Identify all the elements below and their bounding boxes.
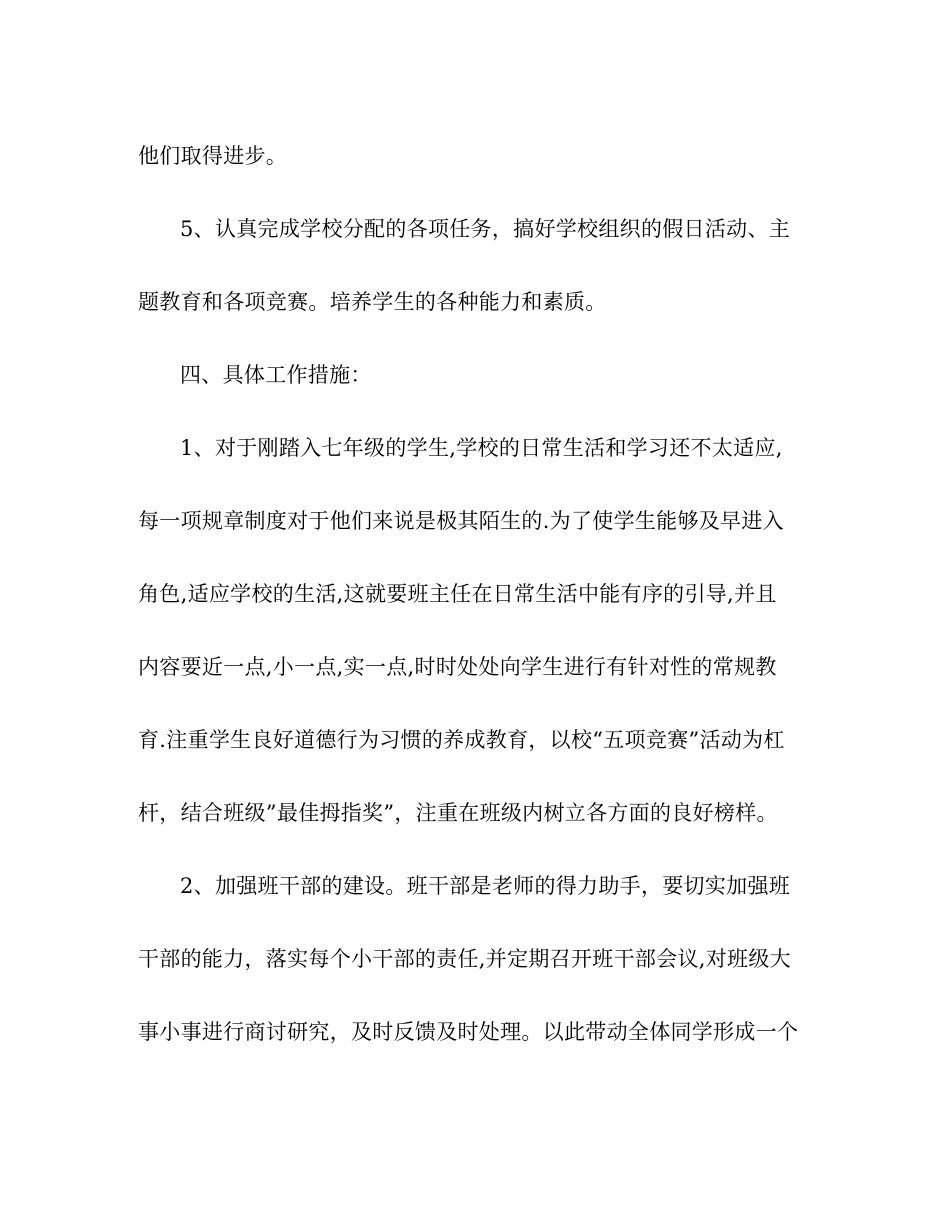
text-line: 干部的能力，落实每个小干部的责任,并定期召开班干部会议,对班级大 (138, 947, 791, 971)
text-line: 他们取得进步。 (138, 144, 288, 168)
section-heading: 四、具体工作措施： (180, 363, 372, 387)
text-line: 事小事进行商讨研究，及时反馈及时处理。以此带动全体同学形成一个 (138, 1020, 799, 1044)
text-line: 育.注重学生良好道德行为习惯的养成教育，以校“五项竞赛”活动为杠 (138, 728, 785, 752)
text-line: 杆，结合班级”最佳拇指奖”，注重在班级内树立各方面的良好榜样。 (138, 801, 778, 825)
text-line: 1、对于刚踏入七年级的学生,学校的日常生活和学习还不太适应, (180, 436, 783, 460)
text-line: 5、认真完成学校分配的各项任务，搞好学校组织的假日活动、主 (180, 217, 791, 241)
text-line: 每一项规章制度对于他们来说是极其陌生的.为了使学生能够及早进入 (138, 509, 784, 533)
text-line: 角色,适应学校的生活,这就要班主任在日常生活中能有序的引导,并且 (138, 582, 777, 606)
text-line: 题教育和各项竞赛。培养学生的各种能力和素质。 (138, 290, 607, 314)
text-line: 2、加强班干部的建设。班干部是老师的得力助手，要切实加强班 (180, 874, 791, 898)
text-line: 内容要近一点,小一点,实一点,时时处处向学生进行有针对性的常规教 (138, 655, 777, 679)
